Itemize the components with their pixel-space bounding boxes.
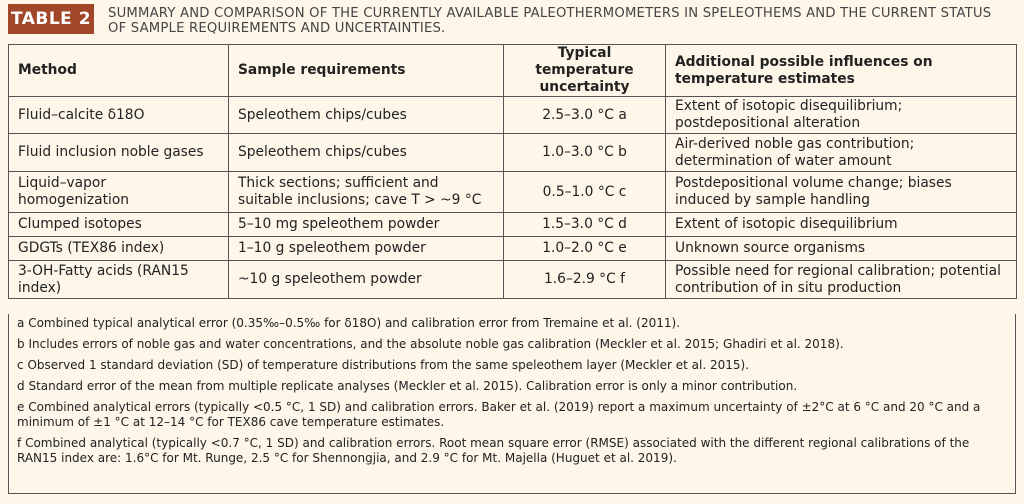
footnote-mark: b <box>618 144 627 160</box>
footnote-text: Includes errors of noble gas and water concentrations, and the absolute noble gas calibration (Meckler et al. 2015; Ghadiri et al. 2018). <box>28 337 844 351</box>
footnote-mark: a <box>618 106 627 123</box>
footnote-text: Combined typical analytical error (0.35‰–0.5‰ for δ18O) and calibration error from Tremaine et al. (2011). <box>28 316 681 330</box>
cell-method: GDGTs (TEX86 index) <box>9 237 229 261</box>
cell-sample: ~10 g speleothem powder <box>229 261 504 299</box>
footnote <box>17 337 1007 352</box>
footnote <box>17 316 1007 331</box>
cell-sample: Thick sections; sufficient and suitable inclusions; cave T > ~9 °C <box>229 172 504 213</box>
cell-method: Fluid–calcite δ18O <box>9 97 229 134</box>
uncertainty-value: 1.6–2.9 °C <box>544 271 616 287</box>
cell-method: Fluid inclusion noble gases <box>9 134 229 172</box>
uncertainty-value: 2.5–3.0 °C <box>542 106 614 123</box>
footnote <box>17 400 1007 430</box>
cell-influences: Unknown source organisms <box>666 237 1017 261</box>
footnote-mark: f <box>17 436 22 450</box>
cell-influences: Air-derived noble gas contribution; determination of water amount <box>666 134 1017 172</box>
table-caption: SUMMARY AND COMPARISON OF THE CURRENTLY AVAILABLE PALEOTHERMOMETERS IN SPELEOTHEMS AND THE CURRENT STATUS OF SAMPLE REQUIREMENTS AND UNCERTAINTIES. <box>108 6 992 36</box>
cell-method: Clumped isotopes <box>9 213 229 237</box>
table-header-row <box>9 45 1017 97</box>
uncertainty-value: 1.0–3.0 °C <box>542 144 614 160</box>
footnote-mark: c <box>618 183 627 200</box>
cell-method: Liquid–vapor homogenization <box>9 172 229 213</box>
table-row <box>9 134 1017 172</box>
table-row <box>9 261 1017 299</box>
footnote <box>17 436 1007 466</box>
footnote-text: Combined analytical errors (typically <0.5 °C, 1 SD) and calibration errors. Baker et al. (2019) report a maximum uncertainty of ±2°C at 6 °C and 20 °C and a minimum of ±1 °C at 12–14 °C for TEX86 cave temperature estimates. <box>17 400 981 429</box>
footnote-mark: f <box>620 271 625 287</box>
cell-uncertainty <box>504 172 666 213</box>
cell-uncertainty <box>504 134 666 172</box>
footnote-mark: d <box>618 216 627 232</box>
column-header-uncertainty: Typical temperature uncertainty <box>504 45 666 97</box>
cell-uncertainty <box>504 213 666 237</box>
footnote-mark: d <box>17 379 25 393</box>
table-row <box>9 213 1017 237</box>
footnote-mark: c <box>17 358 24 372</box>
cell-uncertainty <box>504 261 666 299</box>
table-header <box>8 4 1016 40</box>
cell-method: 3-OH-Fatty acids (RAN15 index) <box>9 261 229 299</box>
footnote-text: Standard error of the mean from multiple replicate analyses (Meckler et al. 2015). Calibration error is only a minor contribution. <box>28 379 798 393</box>
cell-sample: Speleothem chips/cubes <box>229 97 504 134</box>
column-header-sample: Sample requirements <box>229 45 504 97</box>
cell-influences: Postdepositional volume change; biases induced by sample handling <box>666 172 1017 213</box>
cell-sample: 1–10 g speleothem powder <box>229 237 504 261</box>
cell-sample: 5–10 mg speleothem powder <box>229 213 504 237</box>
footnote <box>17 358 1007 373</box>
footnote-mark: b <box>17 337 25 351</box>
footnote-text: Observed 1 standard deviation (SD) of temperature distributions from the same speleothem layer (Meckler et al. 2015). <box>27 358 750 372</box>
cell-influences: Extent of isotopic disequilibrium <box>666 213 1017 237</box>
footnote <box>17 379 1007 394</box>
uncertainty-value: 1.0–2.0 °C <box>542 240 614 256</box>
footnote-mark: e <box>17 400 25 414</box>
footnote-mark: e <box>618 240 627 256</box>
table-number-badge: TABLE 2 <box>8 4 94 34</box>
column-header-method: Method <box>9 45 229 97</box>
uncertainty-value: 0.5–1.0 °C <box>542 183 615 200</box>
column-header-influences: Additional possible influences on temperature estimates <box>666 45 1017 97</box>
cell-influences: Extent of isotopic disequilibrium; postdepositional alteration <box>666 97 1017 134</box>
cell-uncertainty <box>504 237 666 261</box>
cell-sample: Speleothem chips/cubes <box>229 134 504 172</box>
table-row <box>9 237 1017 261</box>
uncertainty-value: 1.5–3.0 °C <box>542 216 614 232</box>
cell-influences: Possible need for regional calibration; potential contribution of in situ production <box>666 261 1017 299</box>
cell-uncertainty <box>504 97 666 134</box>
footnotes <box>8 314 1016 494</box>
table-row <box>9 97 1017 134</box>
footnote-text: Combined analytical (typically <0.7 °C, 1 SD) and calibration errors. Root mean square error (RMSE) associated with the different regional calibrations of the RAN15 index are: 1.6°C for Mt. Runge, 2.5 °C for Shennongjia, and 2.9 °C for Mt. Majella (Huguet et al. 2019). <box>17 436 970 465</box>
table-row <box>9 172 1017 213</box>
footnote-mark: a <box>17 316 25 330</box>
comparison-table <box>8 44 1016 299</box>
